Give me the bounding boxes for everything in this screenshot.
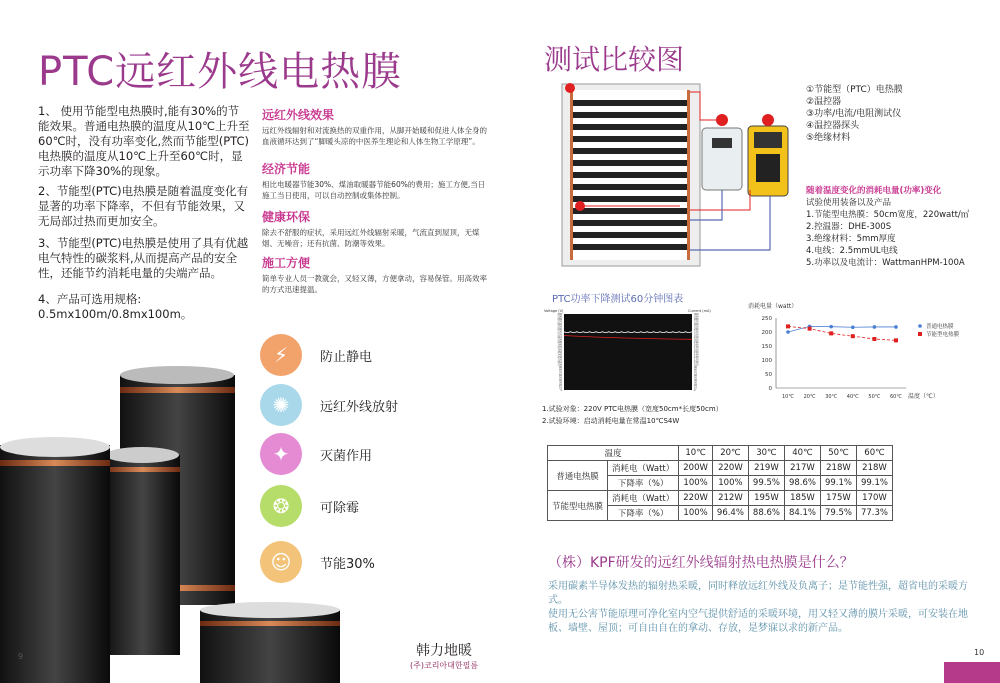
y-tick-label: 190 <box>557 340 562 344</box>
y2-tick-label: 40 <box>694 378 698 382</box>
table-header-cell: 30℃ <box>748 446 784 461</box>
feature-label: 远红外线放射 <box>320 399 399 415</box>
y2-tick-label: 210 <box>694 335 699 339</box>
corner-accent <box>944 662 1000 683</box>
y-tick-label: 40 <box>558 378 562 382</box>
table-row <box>548 461 893 476</box>
ptc-60min-chart <box>542 306 720 398</box>
legend-item: ④温控器探头 <box>806 121 860 131</box>
power-meter <box>748 114 788 196</box>
y-tick-label: 150 <box>761 344 772 350</box>
y-tick-label: 220 <box>557 333 562 337</box>
spec-line: 1.节能型电热膜：50cm宽度，220watt/㎡ <box>806 210 970 220</box>
table-cell: 218W <box>820 461 856 476</box>
y-tick-label: 250 <box>557 325 562 329</box>
section-economy <box>262 160 490 201</box>
table-cell: 99.1% <box>820 476 856 491</box>
table-cell: 220W <box>679 491 713 506</box>
section-question: （株）KPF研发的远红外线辐射热电热膜是什么？ <box>548 555 854 571</box>
y2-tick-label: 10 <box>694 386 698 390</box>
y-tick-label: 280 <box>557 318 562 322</box>
section-text: 远红外线辐射和对流换热的双重作用，从脚开始暖和促进人体全身的血液循环达到了“脚暖头凉的中医养生理论和人体生物工学原理”。 <box>262 126 487 146</box>
y2-tick-label: 300 <box>694 313 699 316</box>
x-axis-label: 温度（℃） <box>908 393 939 400</box>
y2-axis-label: Current (mA) <box>688 309 711 313</box>
chart1-title: PTC功率下降测试60分钟图表 <box>552 294 684 305</box>
brand-sub: (주)코리아대한필름 <box>410 661 479 670</box>
series-line <box>788 326 896 332</box>
table-header-cell: 50℃ <box>820 446 856 461</box>
x-tick-label: 10℃ <box>782 394 794 400</box>
y2-tick-label: 110 <box>694 361 699 365</box>
table-cell: 195W <box>748 491 784 506</box>
paragraph-1: 1、 使用节能型电热膜时,能有30%的节能效果。普通电热膜的温度从10℃上升至60℃时，没有功率变化,然而节能型(PTC)电热膜的温度从10℃上升至60℃时，显示功率下降30%的现象。 <box>38 104 250 178</box>
table-group-cell: 节能型电热膜 <box>548 491 608 521</box>
y-tick-label: 260 <box>557 323 562 327</box>
table-cell: 170W <box>856 491 892 506</box>
series-point <box>894 338 898 342</box>
table-cell: 99.5% <box>748 476 784 491</box>
feature-label: 可除霉 <box>320 500 360 516</box>
y-tick-label: 200 <box>557 338 562 342</box>
y2-tick-label: 130 <box>694 356 699 360</box>
radiation-icon: ✺ <box>260 384 302 426</box>
roll-mid <box>105 447 180 655</box>
feature-label: 节能30% <box>320 556 375 572</box>
y-tick-label: 210 <box>557 335 562 339</box>
paragraph-3: 3、节能型(PTC)电热膜是使用了具有优越电气特性的碳浆料,从而提高产品的安全性，还能节约消耗电量的尖端产品。 <box>38 236 249 280</box>
table-cell: 消耗电（Watt） <box>608 491 679 506</box>
table-cell: 100% <box>679 506 713 521</box>
y-tick-label: 300 <box>557 313 562 316</box>
y2-tick-label: 140 <box>694 353 699 357</box>
y2-tick-label: 200 <box>694 338 699 342</box>
legend-item: ⑤绝缘材料 <box>806 133 851 143</box>
y-tick-label: 0 <box>768 386 772 392</box>
y2-tick-label: 230 <box>694 330 699 334</box>
legend-label: 节能型电热膜 <box>926 332 960 338</box>
roll-bottom <box>200 602 340 683</box>
section-far-infrared <box>262 106 490 147</box>
table-header-row <box>548 446 893 461</box>
y2-tick-label: 170 <box>694 345 699 349</box>
brand-logo <box>410 640 478 671</box>
paragraph-4: 4、产品可选用规格: 0.5mx100m/0.8mx100m。 <box>38 292 193 321</box>
table-cell: 200W <box>679 461 713 476</box>
table-cell: 217W <box>784 461 820 476</box>
series-line <box>788 326 896 340</box>
table-cell: 下降率（%） <box>608 506 679 521</box>
x-tick-label: 40℃ <box>846 394 859 400</box>
y-tick-label: 100 <box>761 358 772 364</box>
series-point <box>786 324 790 328</box>
page-number: 10 <box>974 648 985 657</box>
table-cell: 88.6% <box>748 506 784 521</box>
y-tick-label: 110 <box>557 361 562 365</box>
y2-tick-label: 80 <box>694 368 698 372</box>
y2-tick-label: 100 <box>694 363 699 367</box>
table-cell: 96.4% <box>712 506 748 521</box>
y-tick-label: 200 <box>761 330 772 336</box>
table-cell: 185W <box>784 491 820 506</box>
legend-label: 普通电热膜 <box>926 324 954 330</box>
series-point <box>851 334 855 338</box>
spec-line: 4.电线：2.5mmUL电线 <box>806 246 898 256</box>
series-point <box>894 325 898 329</box>
section-heading: 施工方便 <box>262 256 311 270</box>
paragraph-2: 2、节能型(PTC)电热膜是随着温度变化有显著的功率下降率，不但有节能效果，又无局部过热而更加安全。 <box>38 184 249 228</box>
y-tick-label: 50 <box>765 372 772 378</box>
plot-area <box>564 314 692 390</box>
table-cell: 77.3% <box>856 506 892 521</box>
section-text: 相比电暖器节能30%、煤油取暖器节能60%的费用；施工方便,当日施工当日使用，可以自动控制或集体控制。 <box>262 180 486 200</box>
section-heading: 远红外线效果 <box>262 108 335 122</box>
swirl-icon: ❂ <box>260 485 302 527</box>
y2-tick-label: 220 <box>694 333 699 337</box>
table-cell: 218W <box>856 461 892 476</box>
feature-sterilize <box>260 432 410 476</box>
y-tick-label: 170 <box>557 345 562 349</box>
spec-line: 2.控温器：DHE-300S <box>806 222 892 232</box>
note-line: 1.试验对象：220V PTC电热膜（宽度50cm*长度50cm） <box>542 405 723 413</box>
x-tick-label: 20℃ <box>803 394 816 400</box>
feature-far-infrared <box>260 383 410 427</box>
spec-line: 5.功率以及电流计：WattmanHPM-100A <box>806 258 965 268</box>
y2-tick-label: 180 <box>694 343 699 347</box>
section-heading: 经济节能 <box>262 162 311 176</box>
y-tick-label: 240 <box>557 328 562 332</box>
table-cell: 220W <box>712 461 748 476</box>
y-tick-label: 120 <box>557 358 562 362</box>
y2-tick-label: 160 <box>694 348 699 352</box>
section-health <box>262 208 490 249</box>
feature-label: 防止静电 <box>320 349 373 365</box>
y-tick-label: 80 <box>558 368 562 372</box>
y-axis-label: 消耗电量（watt） <box>748 303 798 310</box>
y-tick-label: 100 <box>557 363 562 367</box>
table-header-cell: 10℃ <box>679 446 713 461</box>
table-header-cell: 温度 <box>548 446 679 461</box>
table-cell: 100% <box>679 476 713 491</box>
x-tick-label: 30℃ <box>825 394 838 400</box>
legend-item: ①节能型（PTC）电热膜 <box>806 85 903 95</box>
table-cell: 84.1% <box>784 506 820 521</box>
table-header-cell: 20℃ <box>712 446 748 461</box>
section-heading: 健康环保 <box>262 210 311 224</box>
feature-antistatic <box>260 333 410 377</box>
series-point <box>829 331 833 335</box>
table-cell: 98.6% <box>784 476 820 491</box>
comparison-table <box>547 445 893 521</box>
series-point <box>872 337 876 341</box>
series-point <box>829 325 833 329</box>
y2-tick-label: 280 <box>694 318 699 322</box>
test-spec <box>806 185 969 269</box>
table-cell: 下降率（%） <box>608 476 679 491</box>
y2-tick-label: 90 <box>694 366 698 370</box>
y2-tick-label: 60 <box>694 373 698 377</box>
page-number: 9 <box>18 652 24 661</box>
note-line: 2.试验环境：启动消耗电量在常温10℃S4W <box>542 417 680 425</box>
y-tick-label: 140 <box>557 353 562 357</box>
thermostat <box>702 114 742 190</box>
product-description: 采用碳素半导体发热的辐射热采暖，同时释放远红外线及负离子；是节能性强，超省电的采暖方式。 使用无公害节能原理可净化室内空气提供舒适的采暖环境，用又轻又薄的膜片采暖，可安装在地板、墙壁、屋顶；可自由自在的拿动、存放，是梦寐以求的新产品。 <box>548 581 968 634</box>
y2-tick-label: 30 <box>694 381 698 385</box>
y-tick-label: 30 <box>558 381 562 385</box>
y2-tick-label: 250 <box>694 325 699 329</box>
brand-name: 韩力地暖 <box>416 643 473 659</box>
power-vs-temp-chart <box>746 298 976 408</box>
test-setup-diagram <box>540 80 800 280</box>
table-cell: 79.5% <box>820 506 856 521</box>
lightning-icon: ⚡ <box>260 334 302 376</box>
smile-sun-icon: ☺ <box>260 541 302 583</box>
table-group-cell: 普通电热膜 <box>548 461 608 491</box>
test-notes <box>542 403 723 427</box>
section-text: 除去不舒服的症状，采用远红外线辐射采暖，气流直到屋顶，无煤烟、无噪音；还有抗菌、防潮等效果。 <box>262 228 480 248</box>
section-install <box>262 254 490 295</box>
y-tick-label: 50 <box>558 376 562 380</box>
y2-tick-label: 270 <box>694 320 699 324</box>
y-tick-label: 130 <box>557 356 562 360</box>
heating-film <box>570 90 690 260</box>
table-header-cell: 60℃ <box>856 446 892 461</box>
x-tick-label: 60℃ <box>890 394 902 400</box>
y-tick-label: 60 <box>558 373 562 377</box>
y2-tick-label: 70 <box>694 371 698 375</box>
table-cell: 212W <box>712 491 748 506</box>
y-tick-label: 230 <box>557 330 562 334</box>
series-point <box>851 325 855 329</box>
section-text: 简单专业人员一教就会，又轻又薄，方便拿动，容易保管。用高效率的方式迅速提温。 <box>262 274 487 294</box>
legend-swatch <box>918 324 922 328</box>
y2-tick-label: 150 <box>694 351 699 354</box>
spec-heading: 随着温度变化的消耗电量(功率)变化 <box>806 186 942 196</box>
y-tick-label: 20 <box>558 383 562 387</box>
x-tick-label: 50℃ <box>868 394 881 400</box>
series-point <box>808 327 812 331</box>
y-tick-label: 150 <box>557 351 562 354</box>
y2-tick-label: 190 <box>694 340 699 344</box>
y-tick-label: 90 <box>558 366 562 370</box>
y2-tick-label: 260 <box>694 323 699 327</box>
y-tick-label: 160 <box>557 348 562 352</box>
right-page <box>500 0 1000 683</box>
legend-swatch <box>918 332 922 336</box>
table-cell: 消耗电（Watt） <box>608 461 679 476</box>
table-header-cell: 40℃ <box>784 446 820 461</box>
page-title: PTC远红外线电热膜 <box>38 49 403 95</box>
y2-tick-label: 120 <box>694 358 699 362</box>
page-title: 测试比较图 <box>544 43 685 76</box>
roll-front <box>0 437 110 683</box>
series-point <box>873 325 877 329</box>
setup-legend <box>806 84 903 144</box>
feature-label: 灭菌作用 <box>320 448 373 464</box>
y-axis-label: Voltage (V) <box>544 309 564 313</box>
table-cell: 99.1% <box>856 476 892 491</box>
table-cell: 219W <box>748 461 784 476</box>
feature-save-energy <box>260 540 410 584</box>
legend-item: ②温控器 <box>806 97 842 107</box>
y-tick-label: 10 <box>558 386 562 390</box>
series-point <box>786 330 790 334</box>
y2-tick-label: 20 <box>694 383 698 387</box>
table-cell: 175W <box>820 491 856 506</box>
sparkle-icon: ✦ <box>260 433 302 475</box>
y2-tick-label: 50 <box>694 376 698 380</box>
y-tick-label: 0 <box>560 389 562 392</box>
table-cell: 100% <box>712 476 748 491</box>
y-tick-label: 250 <box>761 316 772 322</box>
y-tick-label: 70 <box>558 371 562 375</box>
y2-tick-label: 0 <box>694 389 696 392</box>
y-tick-label: 270 <box>557 320 562 324</box>
legend-item: ③功率/电流/电阻测试仪 <box>806 109 902 119</box>
feature-mildew <box>260 484 410 528</box>
y-tick-label: 290 <box>557 315 562 319</box>
spec-line: 试验使用装备以及产品 <box>806 198 892 208</box>
table-row <box>548 491 893 506</box>
spec-line: 3.绝缘材料：5mm厚度 <box>806 234 896 244</box>
y2-tick-label: 240 <box>694 328 699 332</box>
y-tick-label: 180 <box>557 343 562 347</box>
y2-tick-label: 290 <box>694 315 699 319</box>
